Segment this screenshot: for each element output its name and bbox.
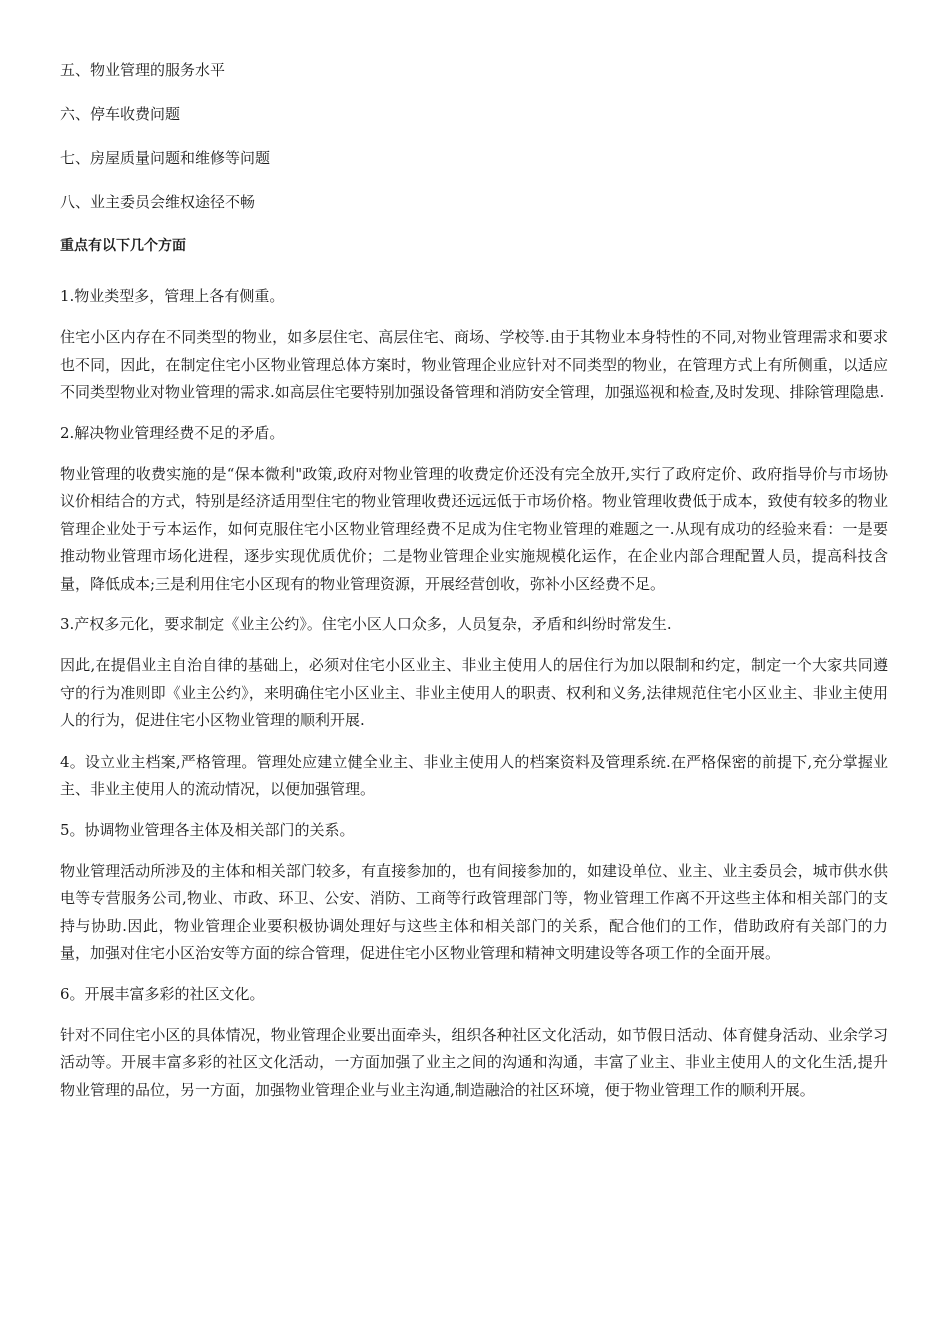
- point-1-title: 1.物业类型多，管理上各有侧重。: [60, 287, 285, 305]
- point-5-title: 5。协调物业管理各主体及相关部门的关系。: [60, 820, 355, 839]
- issue-item-7: 七、房屋质量问题和维修等问题: [60, 149, 271, 167]
- point-5-body: 物业管理活动所涉及的主体和相关部门较多，有直接参加的，也有间接参加的，如建设单位、业主、业主委员会，城市供水供电等专营服务公司,物业、市政、环卫、公安、消防、工商等行政管理部门等，物业管理工作离不开这些主体和相关部门的支持与协助.因此，物业管理企业要积极协调处理好与这些主体和相关部门的关系，配合他们的工作，借助政府有关部门的力量，加强对住宅小区治安等方面的综合管理，促进住宅小区物业管理和精神文明建设等各项工作的全面开展。: [60, 861, 888, 962]
- point-1-body: 住宅小区内存在不同类型的物业，如多层住宅、高层住宅、商场、学校等.由于其物业本身特性的不同,对物业管理需求和要求也不同，因此，在制定住宅小区物业管理总体方案时，物业管理企业应针对不同类型的物业，在管理方式上有所侧重，以适应不同类型物业对物业管理的需求.如高层住宅要特别加强设备管理和消防安全管理，加强巡视和检查,及时发现、排除管理隐患.: [60, 328, 888, 401]
- point-6-body: 针对不同住宅小区的具体情况，物业管理企业要出面牵头，组织各种社区文化活动，如节假日活动、体育健身活动、业余学习活动等。开展丰富多彩的社区文化活动，一方面加强了业主之间的沟通和沟通，丰富了业主、非业主使用人的文化生活,提升物业管理的品位，另一方面，加强物业管理企业与业主沟通,制造融洽的社区环境，便于物业管理工作的顺利开展。: [60, 1025, 888, 1099]
- issue-item-6: 六、停车收费问题: [60, 105, 181, 123]
- point-6-title: 6。开展丰富多彩的社区文化。: [60, 984, 265, 1003]
- point-2-title: 2.解决物业管理经费不足的矛盾。: [60, 423, 285, 442]
- point-4-body: 4。设立业主档案,严格管理。管理处应建立健全业主、非业主使用人的档案资料及管理系统.在严格保密的前提下,充分掌握业主、非业主使用人的流动情况，以便加强管理。: [60, 752, 888, 798]
- section-heading: 重点有以下几个方面: [60, 238, 186, 254]
- point-3-body: 因此,在提倡业主自治自律的基础上，必须对住宅小区业主、非业主使用人的居住行为加以限制和约定，制定一个大家共同遵守的行为准则即《业主公约》，来明确住宅小区业主、非业主使用人的职责、权利和义务,法律规范住宅小区业主、非业主使用人的行为，促进住宅小区物业管理的顺利开展.: [60, 656, 888, 729]
- point-2-body: 物业管理的收费实施的是“保本微利"政策,政府对物业管理的收费定价还没有完全放开,实行了政府定价、政府指导价与市场协议价相结合的方式，特别是经济适用型住宅的物业管理收费还远远低于市场价格。物业管理收费低于成本，致使有较多的物业管理企业处于亏本运作，如何克服住宅小区物业管理经费不足成为住宅物业管理的难题之一.从现有成功的经验来看：一是要推动物业管理市场化进程，逐步实现优质优价；二是物业管理企业实施规模化运作，在企业内部合理配置人员，提高科技含量，降低成本;三是利用住宅小区现有的物业管理资源，开展经营创收，弥补小区经费不足。: [60, 464, 888, 593]
- point-3-title: 3.产权多元化，要求制定《业主公约》。住宅小区人口众多，人员复杂，矛盾和纠纷时常发生.: [60, 615, 672, 633]
- issue-item-8: 八、业主委员会维权途径不畅: [60, 193, 256, 211]
- issue-item-5: 五、物业管理的服务水平: [60, 61, 226, 79]
